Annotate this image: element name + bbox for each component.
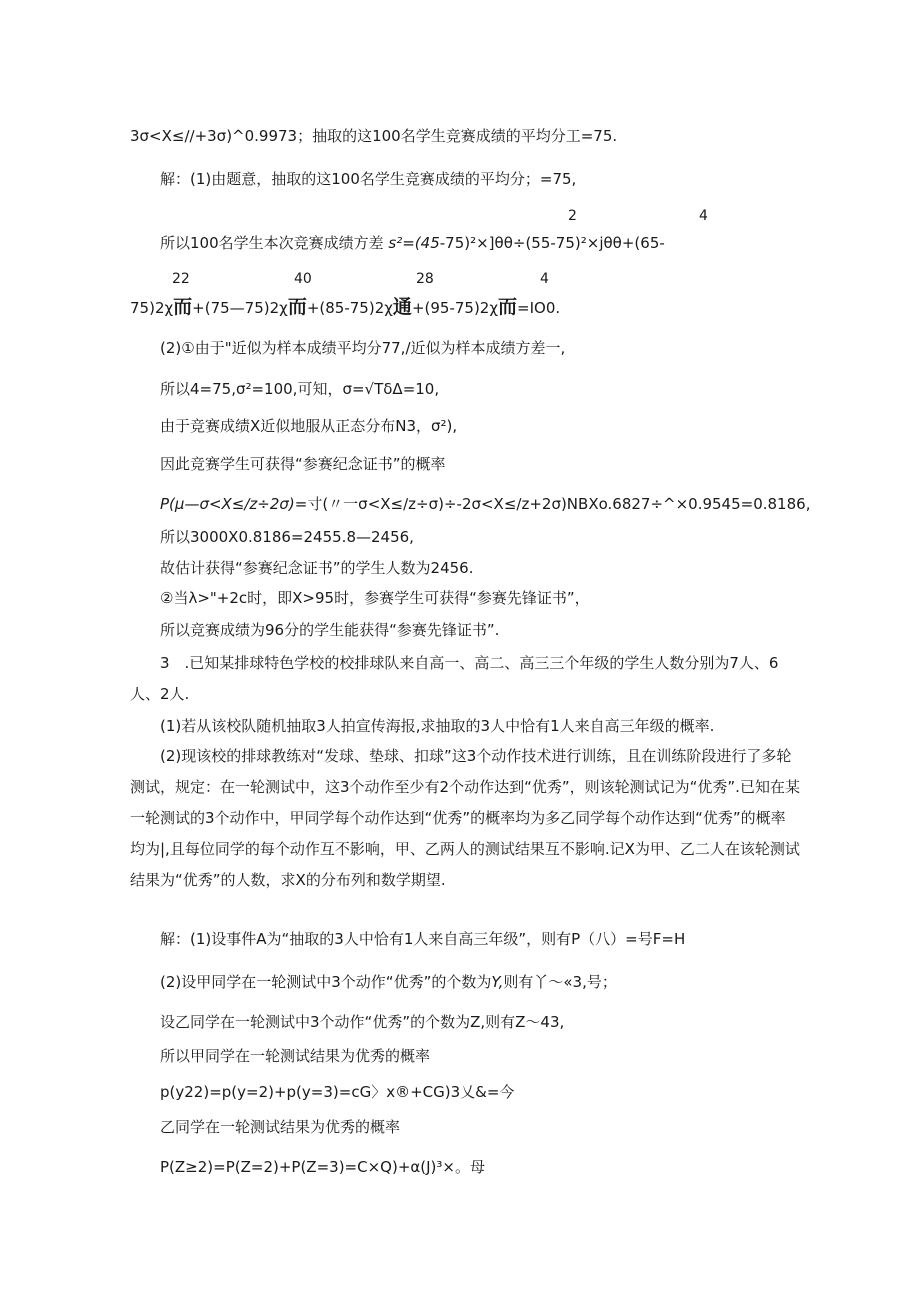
- text-run: =寸(〃一σ<X≤∕z÷σ)÷-2σ<X≤∕z+2σ)NBXo.6827÷^×0.9545=0.8186,: [294, 495, 811, 513]
- text-line: 所以3000X0.8186=2455.8—2456,: [160, 528, 414, 546]
- text-run: 75)2χ: [130, 299, 174, 317]
- glyph: 而: [287, 296, 307, 318]
- glyph: 而: [498, 296, 518, 318]
- text-line: [160, 494, 810, 514]
- solution-line: 所以甲同学在一轮测试结果为优秀的概率: [160, 1047, 431, 1065]
- text-line: 因此竞赛学生可获得“参赛纪念证书”的概率: [160, 455, 446, 473]
- superscript: 28: [416, 271, 434, 287]
- solution-line: p(y22)=p(y=2)+p(y=3)=cG〉x®+CG)3乂&=今: [160, 1083, 515, 1101]
- text-line: ②当λ>"+2c时，即X>95时，参赛学生可获得“参赛先锋证书”，: [160, 589, 590, 607]
- text-line: 由于竞赛成绩X近似地服从正态分布N3，σ²),: [160, 417, 458, 435]
- text-run: 所以100名学生本次竞赛成绩方差: [160, 234, 389, 252]
- text-run: +(85-75)2χ: [306, 299, 393, 317]
- solution-line: 设乙同学在一轮测试中3个动作“优秀”的个数为Z,则有Z〜43,: [160, 1013, 565, 1031]
- text-line: 故估计获得“参赛纪念证书”的学生人数为2456.: [160, 559, 474, 577]
- question-2: (2)现该校的排球教练对“发球、垫球、扣球”这3个动作技术进行训练，且在训练阶段进行了多轮测试，规定：在一轮测试中，这3个动作至少有2个动作达到“优秀”，则该轮测试记为“优秀”.已知在某一轮测试的3个动作中，甲同学每个动作达到“优秀”的概率均为多乙同学每个动作达到“优秀”的概率均为|,且每位同学的每个动作互不影响，甲、乙两人的测试结果互不影响.记X为甲、乙二人在该轮测试结果为“优秀”的人数，求X的分布列和数学期望.: [130, 747, 800, 889]
- glyph: 而: [173, 296, 193, 318]
- text-line: 所以竞赛成绩为96分的学生能获得“参赛先锋证书”.: [160, 621, 500, 639]
- solution-line: 解：(1)设事件A为“抽取的3人中恰有1人来自高三年级”，则有P（八）=号F=H: [160, 930, 686, 948]
- solution-line: P(Z≥2)=P(Z=2)+P(Z=3)=C×Q)+α(J)³×。母: [160, 1158, 485, 1176]
- text-run: =IO0.: [517, 299, 561, 317]
- text-line: [160, 233, 665, 253]
- formula-run: Y,: [491, 973, 504, 991]
- text-line: (2)①由于"近似为样本成绩平均分77,/近似为样本成绩方差一,: [160, 339, 566, 357]
- text-line: 所以4=75,σ²=100,可知，σ=√TδΔ=10,: [160, 380, 440, 398]
- text-line: 解：(1)由题意，抽取的这100名学生竞赛成绩的平均分；=75,: [160, 170, 577, 188]
- text-run: (2)设甲同学在一轮测试中3个动作“优秀”的个数为: [160, 973, 492, 991]
- text-run: +(75—75)2χ: [192, 299, 288, 317]
- formula-run: P(μ—σ<X≤∕z÷2σ): [160, 495, 295, 513]
- text-run: -75)²×]θθ÷(55-75)²×jθθ+(65-: [439, 234, 665, 252]
- solution-line: [160, 972, 617, 992]
- problem-3: 3 .已知某排球特色学校的校排球队来自高一、高二、高三三个年级的学生人数分别为7人、6人、2人.: [130, 654, 779, 703]
- superscript: 2: [568, 208, 577, 224]
- text-line: [130, 297, 560, 318]
- superscript: 40: [294, 271, 312, 287]
- superscript: 4: [540, 271, 549, 287]
- glyph: 通: [392, 296, 412, 318]
- solution-line: 乙同学在一轮测试结果为优秀的概率: [160, 1118, 401, 1136]
- text-run: +(95-75)2χ: [411, 299, 499, 317]
- question-1: (1)若从该校队随机抽取3人拍宣传海报,求抽取的3人中恰有1人来自高三年级的概率.: [160, 717, 715, 735]
- formula-run: s²=(45: [388, 234, 440, 252]
- superscript: 22: [172, 271, 190, 287]
- superscript: 4: [699, 208, 708, 224]
- text-line: 3σ<X≤∕∕+3σ)^0.9973；抽取的这100名学生竞赛成绩的平均分工=75.: [130, 127, 618, 145]
- text-run: 则有丫〜«3,号；: [503, 973, 617, 991]
